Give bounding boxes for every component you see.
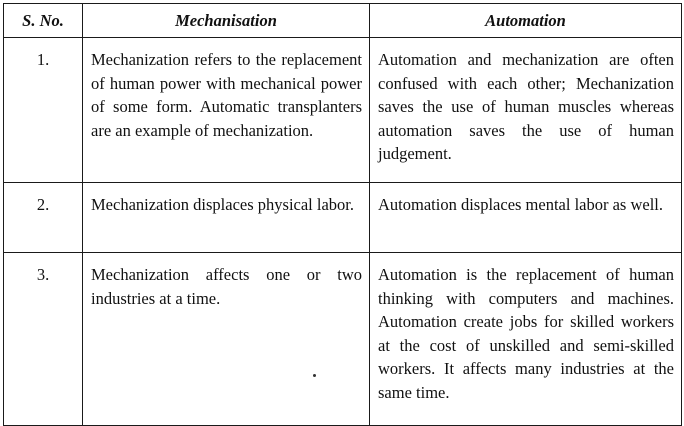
automation-cell: Automation is the replacement of human thinking with computers and machines. Automation create jobs for skilled workers at the cost of unskilled and semi-skilled workers. It affects many industries at the same time. — [370, 253, 682, 426]
scan-speck — [313, 374, 316, 377]
row-number: 1. — [4, 38, 83, 183]
mechanisation-cell: Mechanization refers to the replacement of human power with mechanical power of some form. Automatic transplanters are an example of mechanization. — [83, 38, 370, 183]
comparison-table — [3, 3, 682, 426]
automation-cell: Automation and mechanization are often confused with each other; Mechanization saves the use of human muscles whereas automation saves the use of human judgement. — [370, 38, 682, 183]
mechanisation-cell: Mechanization affects one or two industries at a time. — [83, 253, 370, 426]
table-row — [4, 183, 682, 253]
row-number: 3. — [4, 253, 83, 426]
header-automation: Automation — [370, 4, 682, 38]
automation-cell: Automation displaces mental labor as well. — [370, 183, 682, 253]
table-row — [4, 38, 682, 183]
table-row — [4, 253, 682, 426]
header-sno: S. No. — [4, 4, 83, 38]
row-number: 2. — [4, 183, 83, 253]
header-row — [4, 4, 682, 38]
header-mechanisation: Mechanisation — [83, 4, 370, 38]
mechanisation-cell: Mechanization displaces physical labor. — [83, 183, 370, 253]
